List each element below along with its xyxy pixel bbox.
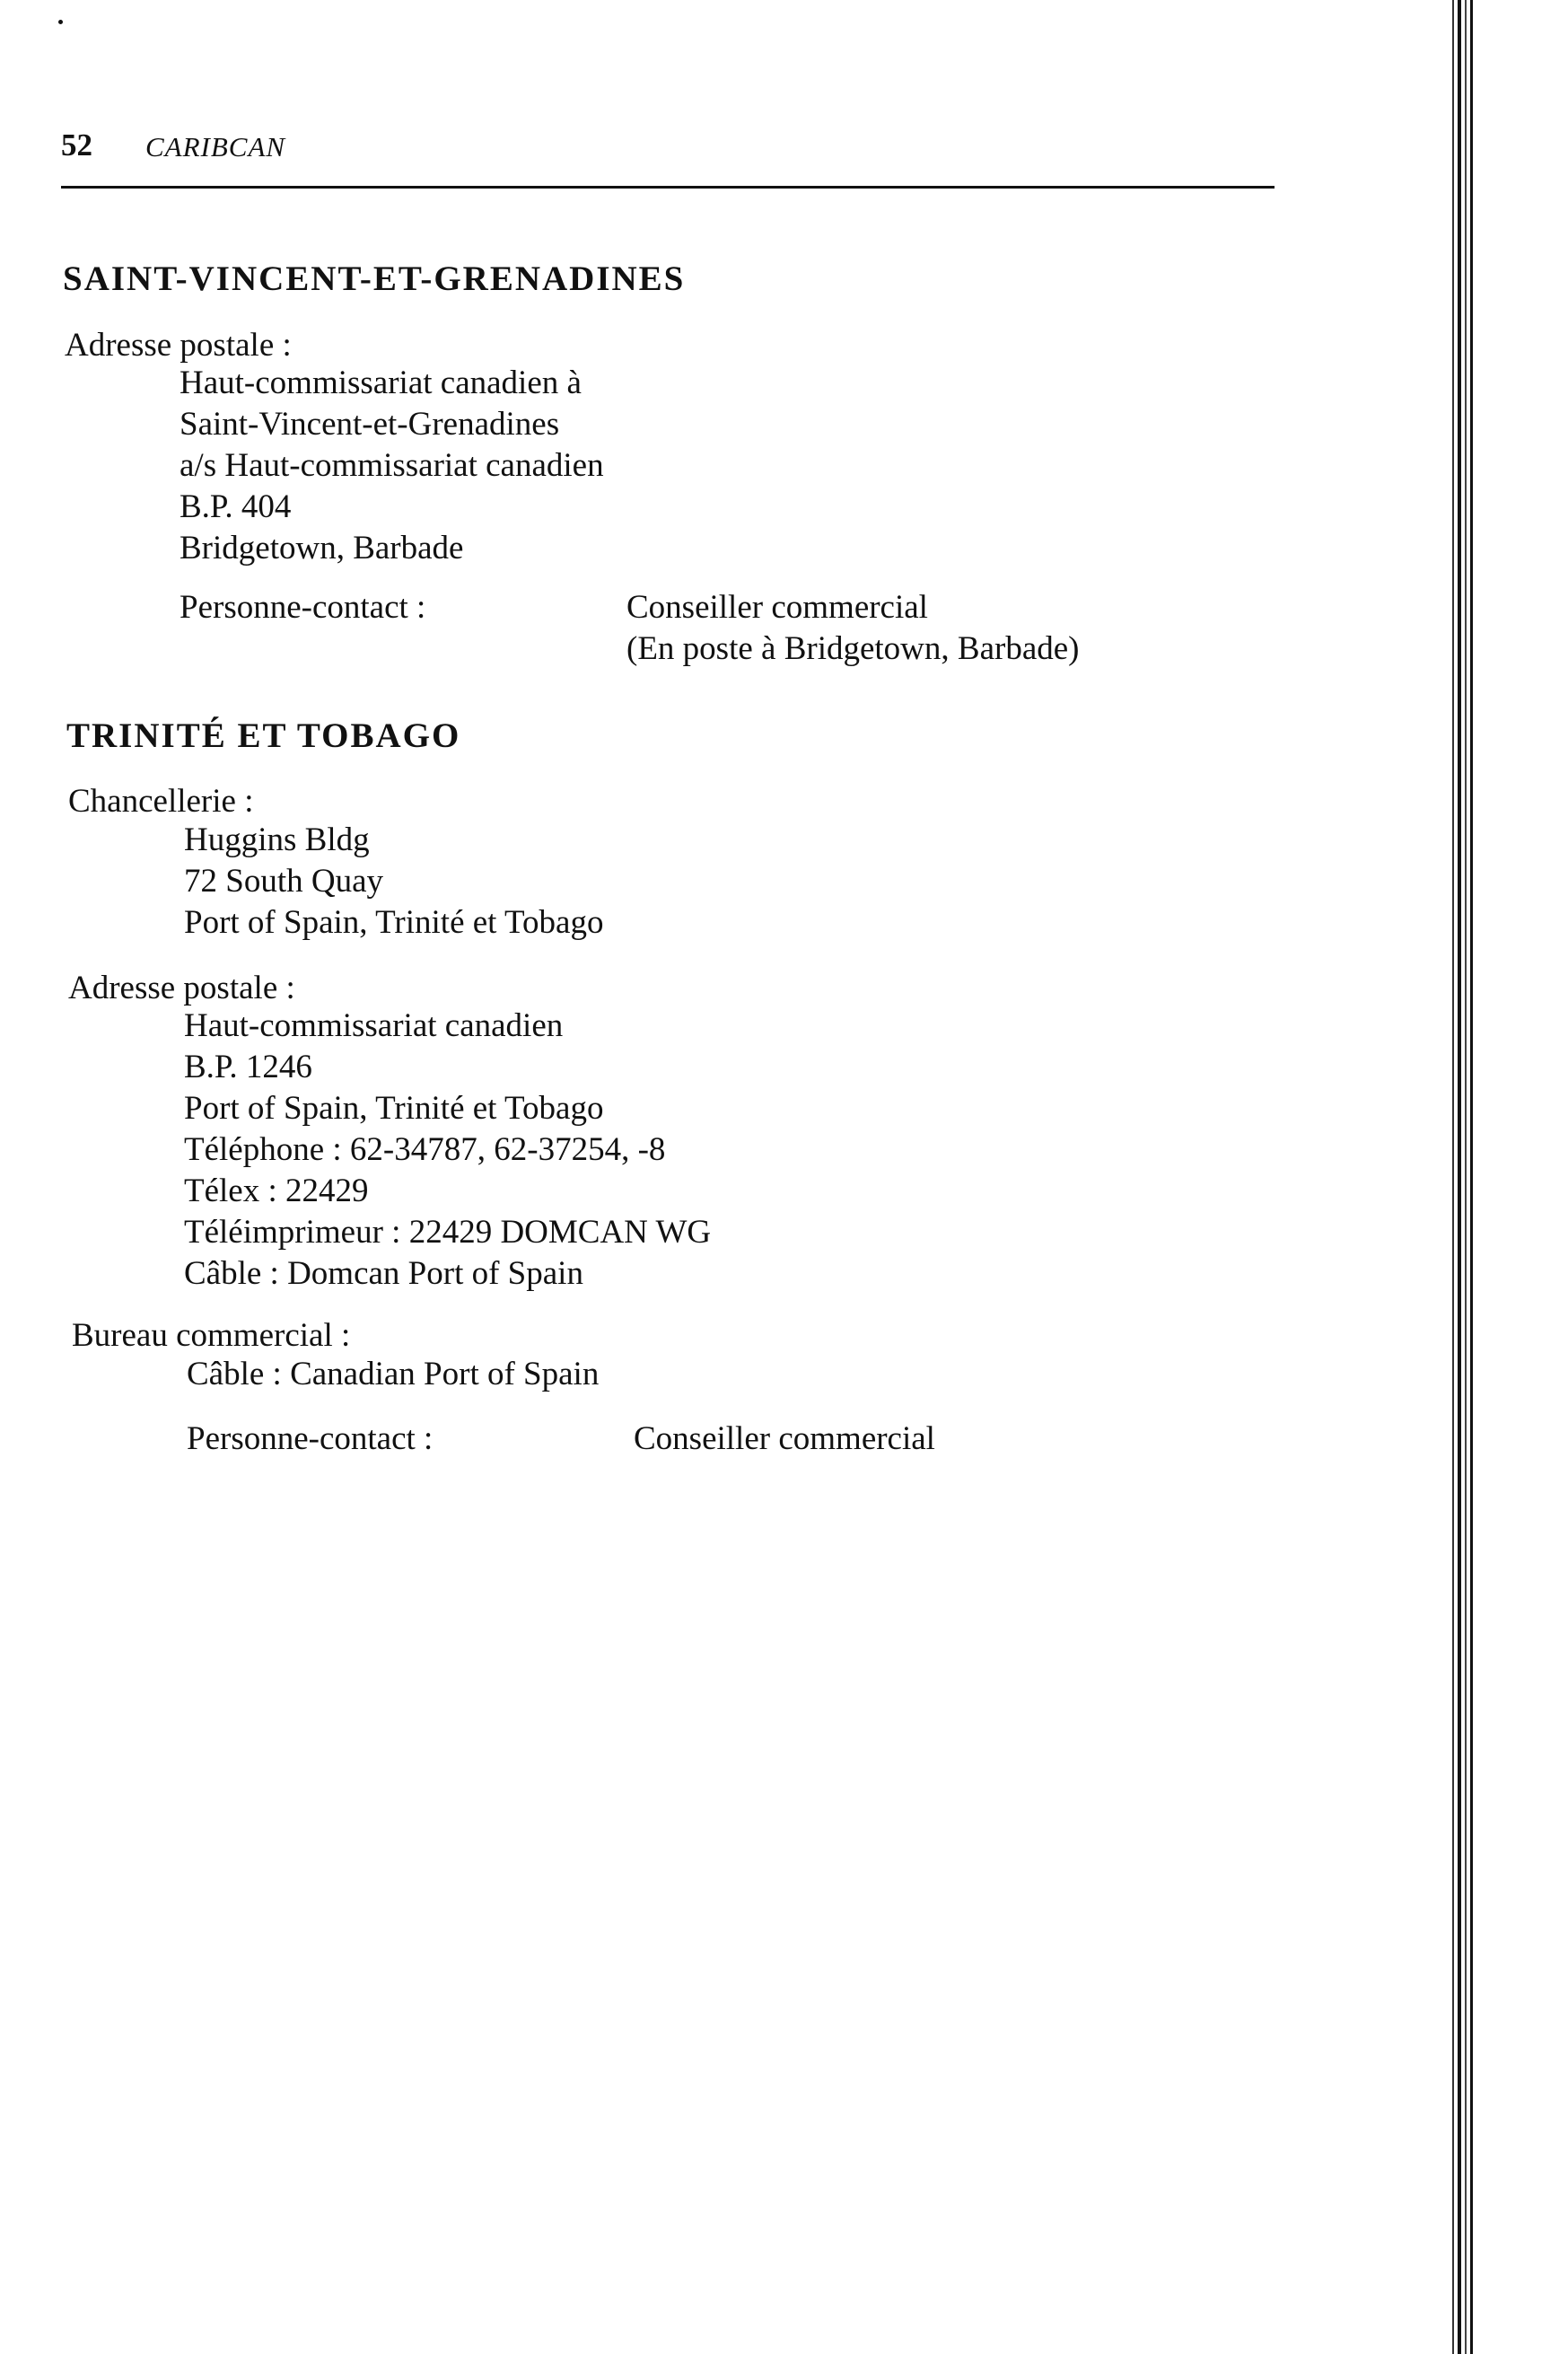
mailing-line: B.P. 1246 bbox=[184, 1049, 312, 1085]
page-edge-line bbox=[1458, 0, 1461, 2354]
header-rule bbox=[61, 186, 1275, 189]
mailing-address-label: Adresse postale : bbox=[65, 327, 292, 364]
section-heading-trinite: TRINITÉ ET TOBAGO bbox=[66, 716, 461, 755]
cable-line: Câble : Domcan Port of Spain bbox=[184, 1255, 583, 1292]
contact-line: Conseiller commercial bbox=[626, 589, 928, 626]
address-line: Haut-commissariat canadien à bbox=[180, 365, 582, 401]
commercial-office-label: Bureau commercial : bbox=[72, 1317, 351, 1354]
mailing-line: Port of Spain, Trinité et Tobago bbox=[184, 1090, 604, 1127]
address-line: B.P. 404 bbox=[180, 488, 292, 525]
page-edge-line bbox=[1452, 0, 1454, 2354]
chancery-block bbox=[184, 820, 603, 944]
teleprinter-line: Téléimprimeur : 22429 DOMCAN WG bbox=[184, 1214, 712, 1251]
address-line: a/s Haut-commissariat canadien bbox=[180, 447, 604, 484]
page-edge-line bbox=[1470, 0, 1473, 2354]
contact-line: (En poste à Bridgetown, Barbade) bbox=[626, 630, 1080, 667]
telex-line: Télex : 22429 bbox=[184, 1173, 369, 1209]
chancery-label: Chancellerie : bbox=[68, 783, 254, 820]
contact-value-2: Conseiller commercial bbox=[634, 1420, 935, 1457]
mailing-line: Haut-commissariat canadien bbox=[184, 1007, 564, 1044]
chancery-line: 72 South Quay bbox=[184, 863, 383, 900]
mailing-address-label-2: Adresse postale : bbox=[68, 970, 295, 1006]
page-number: 52 bbox=[61, 127, 92, 162]
contact-label: Personne-contact : bbox=[180, 589, 426, 626]
mailing-address-block bbox=[180, 363, 604, 569]
commercial-office-block bbox=[187, 1354, 599, 1395]
mailing-address-block-2 bbox=[184, 1006, 711, 1295]
address-line: Saint-Vincent-et-Grenadines bbox=[180, 406, 560, 443]
scan-speck bbox=[58, 20, 63, 24]
section-heading-saint-vincent: SAINT-VINCENT-ET-GRENADINES bbox=[63, 259, 686, 298]
contact-label-2: Personne-contact : bbox=[187, 1420, 434, 1457]
cable-line: Câble : Canadian Port of Spain bbox=[187, 1356, 600, 1392]
running-title: CARIBCAN bbox=[145, 131, 286, 162]
contact-value bbox=[626, 587, 1080, 670]
chancery-line: Huggins Bldg bbox=[184, 821, 370, 858]
address-line: Bridgetown, Barbade bbox=[180, 530, 464, 567]
page-edge-line bbox=[1465, 0, 1467, 2354]
chancery-line: Port of Spain, Trinité et Tobago bbox=[184, 904, 604, 941]
phone-line: Téléphone : 62-34787, 62-37254, -8 bbox=[184, 1131, 666, 1168]
